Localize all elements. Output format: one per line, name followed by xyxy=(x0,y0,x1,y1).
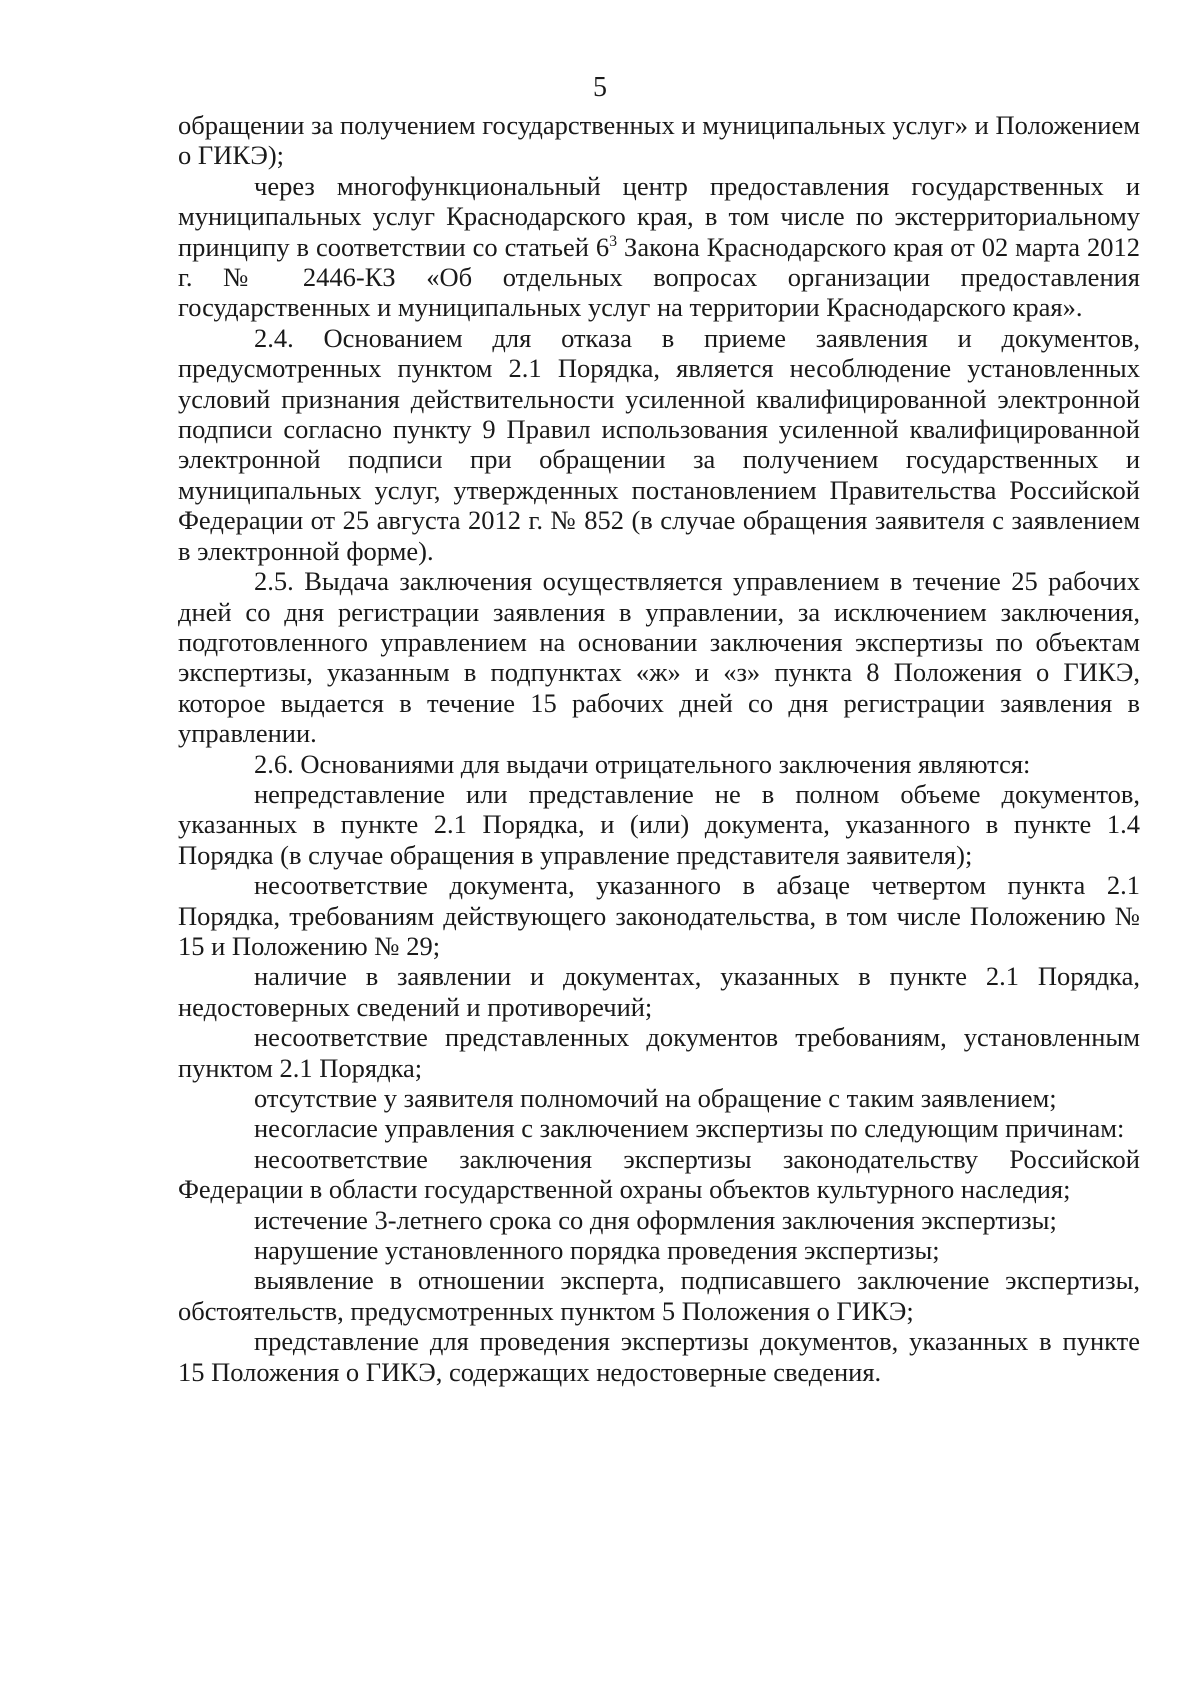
list-item: несоответствие заключения экспертизы законодательству Российской Федерации в области государственной охраны объектов культурного наследия; xyxy=(178,1143,1140,1205)
superscript: 3 xyxy=(609,232,618,250)
list-item: непредставление или представление не в полном объеме документов, указанных в пункте 2.1 Порядка, и (или) документа, указанного в пункте 1.4 Порядка (в случае обращения в управление представителя заявителя); xyxy=(178,778,1140,870)
list-item: истечение 3-летнего срока со дня оформления заключения экспертизы; xyxy=(254,1204,1057,1235)
list-item: отсутствие у заявителя полномочий на обращение с таким заявлением; xyxy=(254,1083,1057,1113)
page-number: 5 xyxy=(593,72,607,103)
list-item: выявление в отношении эксперта, подписавшего заключение экспертизы, обстоятельств, предусмотренных пунктом 5 Положения о ГИКЭ; xyxy=(178,1265,1140,1326)
paragraph-2-5: 2.5. Выдача заключения осуществляется управлением в течение 25 рабочих дней со дня регистрации заявления в управлении, за исключением заключения, подготовленного управлением на основании заключения экспертизы по объектам экспертизы, указанным в подпунктах «ж» и «з» пункта 8 Положения о ГИКЭ, которое выдается в течение 15 рабочих дней со дня регистрации заявления в управлении. xyxy=(178,566,1140,749)
paragraph-2-6: 2.6. Основаниями для выдачи отрицательного заключения являются: xyxy=(254,748,1031,779)
list-item: несогласие управления с заключением экспертизы по следующим причинам: xyxy=(254,1113,1125,1144)
paragraph-2-4: 2.4. Основанием для отказа в приеме заявления и документов, предусмотренных пунктом 2.1 Порядка, является несоблюдение установленных условий признания действительности усиленной квалифицированной электронной подписи согласно пункту 9 Правил использования усиленной квалифицированной электронной подписи при обращении за получением государственных и муниципальных услуг, утвержденных постановлением Правительства Российской Федерации от 25 августа 2012 г. № 852 (в случае обращения заявителя с заявлением в электронной форме). xyxy=(178,322,1140,566)
paragraph-continuation: обращении за получением государственных и муниципальных услуг» и Положением о ГИКЭ); xyxy=(178,110,1140,171)
document-body xyxy=(178,110,1140,1387)
list-item: несоответствие документа, указанного в абзаце четвертом пункта 2.1 Порядка, требованиям действующего законодательства, в том числе Положению № 15 и Положению № 29; xyxy=(178,870,1140,961)
list-item: наличие в заявлении и документах, указанных в пункте 2.1 Порядка, недостоверных сведений и противоречий; xyxy=(178,961,1140,1022)
paragraph-mfc-text: через многофункциональный центр предоставления государственных и муниципальных услуг Краснодарского края, в том числе по экстерриториальному принципу в соответствии со статьей 6 xyxy=(178,170,1140,262)
paragraph-mfc-text-after: Закона Краснодарского края от 02 марта 2012 г. № 2446-КЗ «Об отдельных вопросах организации предоставления государственных и муниципальных услуг на территории Краснодарского края». xyxy=(178,231,1140,323)
paragraph-mfc xyxy=(178,171,1140,323)
list-item: представление для проведения экспертизы документов, указанных в пункте 15 Положения о ГИКЭ, содержащих недостоверные сведения. xyxy=(178,1326,1140,1387)
list-item: несоответствие представленных документов требованиям, установленным пунктом 2.1 Порядка; xyxy=(178,1022,1140,1083)
list-item: нарушение установленного порядка проведения экспертизы; xyxy=(254,1235,940,1266)
